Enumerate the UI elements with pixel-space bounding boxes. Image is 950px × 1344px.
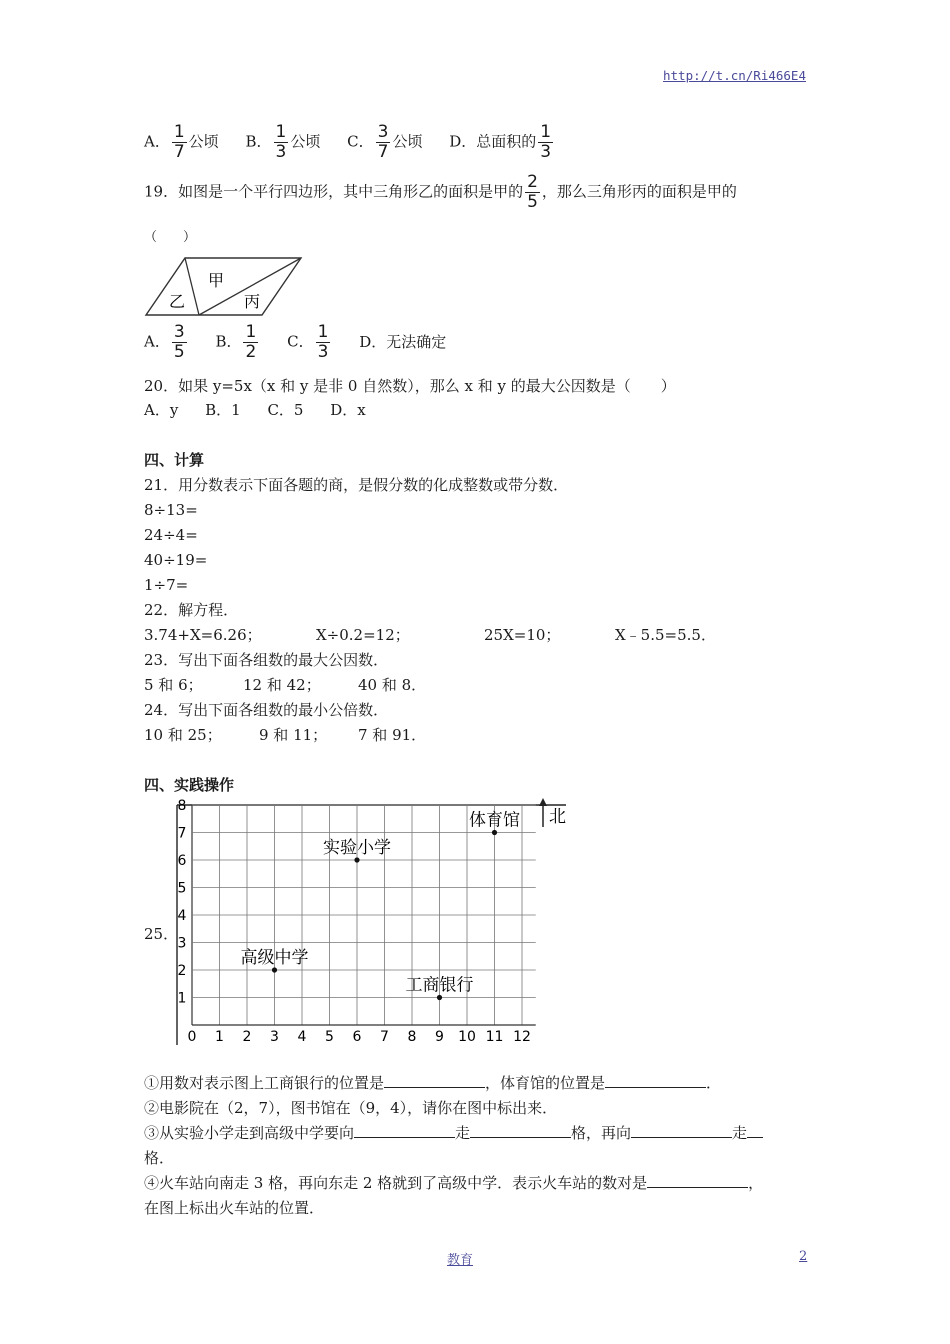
q22-item: 3.74+X=6.26； — [144, 626, 262, 644]
q20-option-c: C．5 — [267, 401, 304, 419]
y-tick-label: 5 — [177, 880, 187, 897]
x-tick-label: 0 — [187, 1029, 197, 1045]
points — [241, 811, 521, 1001]
q24-item: 7 和 91． — [358, 726, 427, 744]
q18-option-b: B． $\frac{1}{3}$ 公顷 — [245, 122, 321, 162]
y-tick-label: 4 — [177, 908, 187, 924]
x-tick-label: 12 — [513, 1029, 531, 1045]
fraction: $\frac{2}{5}$ — [527, 172, 538, 212]
q19-option-c: C． $\frac{1}{3}$ — [287, 322, 329, 362]
answer-blank[interactable] — [354, 1123, 455, 1138]
label-bing: 丙 — [244, 292, 261, 311]
q25-sub3-cont: 格． — [144, 1149, 175, 1167]
point-label: 工商银行 — [405, 975, 474, 996]
q22-item: X﹣5.5=5.5． — [615, 626, 716, 644]
q19-paren: （ ） — [144, 230, 197, 245]
north-arrow-head — [539, 798, 547, 806]
point-marker — [354, 857, 359, 862]
q19-option-d: D．无法确定 — [359, 332, 447, 351]
footer-page-number[interactable]: 2 — [799, 1249, 808, 1264]
x-tick-label: 2 — [242, 1029, 252, 1045]
x-tick-label: 8 — [407, 1029, 417, 1045]
answer-blank[interactable] — [631, 1123, 732, 1138]
q20-option-b: B．1 — [205, 401, 241, 419]
q21-item: 8÷13= — [144, 501, 198, 519]
y-tick-label: 1 — [177, 990, 187, 1007]
x-tick-label: 1 — [215, 1029, 224, 1045]
q23-item: 12 和 42； — [243, 676, 321, 694]
q22-stem: 22．解方程． — [144, 601, 239, 619]
q18-option-a: A． $\frac{1}{7}$ 公顷 — [144, 122, 219, 162]
q19-stem: 19．如图是一个平行四边形，其中三角形乙的面积是甲的 $\frac{2}{5}$ ，那么三角形丙的面积是甲的 — [144, 172, 737, 212]
label-yi: 乙 — [169, 292, 186, 311]
x-tick-label: 5 — [325, 1029, 334, 1045]
y-tick-label: 7 — [177, 825, 187, 842]
q24-item: 10 和 25； — [144, 726, 222, 744]
header-url-link[interactable]: http://t.cn/Ri466E4 — [663, 68, 806, 83]
answer-blank[interactable] — [605, 1073, 706, 1088]
coordinate-grid-chart — [176, 795, 568, 1047]
answer-blank[interactable] — [647, 1173, 748, 1188]
q22-item: 25X=10； — [484, 626, 561, 644]
q25-sub4-cont: 在图上标出火车站的位置． — [144, 1199, 325, 1217]
y-tick-label: 8 — [177, 798, 187, 814]
fraction: $\frac{1}{2}$ — [245, 322, 257, 362]
point-marker — [272, 967, 277, 972]
q24-item: 9 和 11； — [259, 726, 328, 744]
q23-item: 5 和 6； — [144, 676, 203, 694]
y-tick-label: 6 — [177, 853, 187, 869]
x-tick-label: 6 — [352, 1029, 362, 1045]
q19-option-a: A． $\frac{3}{5}$ — [144, 322, 185, 362]
q23-item: 40 和 8． — [358, 676, 427, 694]
label-jia: 甲 — [208, 271, 225, 290]
x-tick-label: 11 — [485, 1029, 504, 1045]
x-tick-label: 10 — [458, 1029, 476, 1045]
q20-option-a: A．y — [144, 401, 179, 419]
fraction: $\frac{3}{5}$ — [173, 322, 185, 362]
tick-labels — [178, 798, 531, 1045]
q23-stem: 23．写出下面各组数的最大公因数． — [144, 651, 389, 669]
q18-options — [144, 124, 577, 161]
fraction: $\frac{1}{3}$ — [540, 122, 552, 162]
x-tick-label: 7 — [380, 1029, 389, 1045]
x-tick-label: 4 — [297, 1029, 307, 1045]
point-label: 体育馆 — [469, 810, 520, 831]
q25-sub2: ②电影院在（2，7），图书馆在（9，4），请你在图中标出来． — [144, 1099, 558, 1117]
q21-stem: 21．用分数表示下面各题的商，是假分数的化成整数或带分数． — [144, 476, 569, 494]
q21-item: 24÷4= — [144, 526, 198, 544]
q19-options — [144, 324, 468, 361]
parallelogram-figure — [144, 254, 304, 318]
q25-sub3: ③从实验小学走到高级中学要向 走 格，再向 走 — [144, 1121, 763, 1146]
fraction: $\frac{3}{7}$ — [377, 122, 389, 162]
q22-item: X÷0.2=12； — [316, 626, 410, 644]
q20-options — [144, 398, 388, 423]
q24-stem: 24．写出下面各组数的最小公倍数． — [144, 701, 389, 719]
q19-option-b: B． $\frac{1}{2}$ — [215, 322, 257, 362]
point-label: 实验小学 — [323, 838, 391, 858]
answer-blank[interactable] — [470, 1123, 571, 1138]
footer-center-link[interactable]: 教育 — [447, 1253, 474, 1268]
q21-item: 1÷7= — [144, 576, 189, 594]
section-title-calc: 四、计算 — [144, 451, 205, 469]
q25-label: 25． — [144, 925, 179, 943]
fraction: $\frac{1}{3}$ — [275, 122, 287, 162]
q20-option-d: D．x — [330, 401, 366, 419]
q18-option-c: C． $\frac{3}{7}$ 公顷 — [347, 122, 423, 162]
fraction: $\frac{1}{3}$ — [317, 322, 329, 362]
q25-sub1: ①用数对表示图上工商银行的位置是 ，体育馆的位置是 ． — [144, 1074, 722, 1092]
y-tick-label: 2 — [177, 963, 187, 979]
divider-line — [185, 258, 199, 315]
x-tick-label: 9 — [435, 1029, 444, 1045]
y-tick-label: 3 — [177, 935, 187, 952]
north-arrow — [539, 798, 566, 827]
north-label: 北 — [549, 807, 566, 827]
q25-sub4: ④火车站向南走 3 格，再向东走 2 格就到了高级中学．表示火车站的数对是 ， — [144, 1174, 764, 1192]
x-tick-label: 3 — [270, 1029, 279, 1045]
q21-item: 40÷19= — [144, 551, 208, 569]
section-title-practice: 四、实践操作 — [144, 776, 235, 794]
point-marker — [492, 830, 497, 835]
fraction: $\frac{1}{7}$ — [173, 122, 185, 162]
q18-option-d: D．总面积的 $\frac{1}{3}$ — [449, 122, 552, 162]
point-label: 高级中学 — [240, 948, 309, 968]
q20-stem: 20．如果 y=5x（x 和 y 是非 0 自然数），那么 x 和 y 的最大公因数是（ ） — [144, 377, 676, 395]
point-marker — [437, 995, 442, 1000]
answer-blank[interactable] — [384, 1073, 485, 1088]
answer-blank[interactable] — [747, 1123, 763, 1138]
